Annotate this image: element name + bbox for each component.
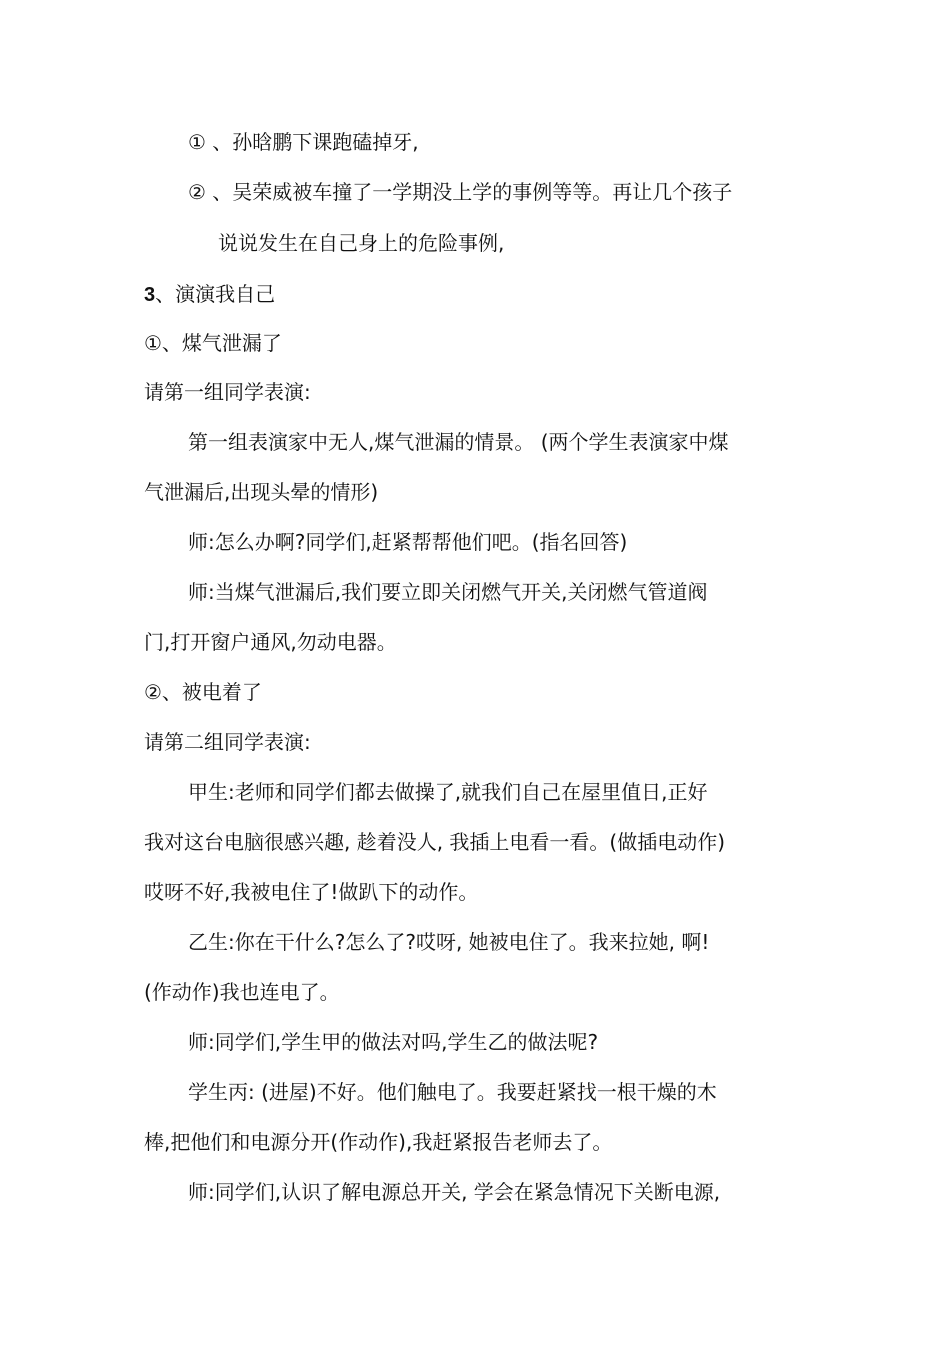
paragraph-line: 师:怎么办啊?同学们,赶紧帮帮他们吧。(指名回答) — [188, 530, 628, 554]
group-one-prompt: 请第一组同学表演: — [144, 380, 311, 404]
example-line-2-cont: 说说发生在自己身上的危险事例, — [218, 231, 505, 255]
paragraph-line: 乙生:你在干什么?怎么了?哎呀, 她被电住了。我来拉她, 啊! — [188, 930, 710, 954]
paragraph-line: 第一组表演家中无人,煤气泄漏的情景。 (两个学生表演家中煤 — [188, 430, 729, 454]
section-number: 3 — [144, 284, 156, 306]
section-heading — [144, 282, 275, 307]
paragraph-line: (作动作)我也连电了。 — [144, 980, 340, 1004]
group-two-prompt: 请第二组同学表演: — [144, 730, 311, 754]
paragraph-line: 我对这台电脑很感兴趣, 趁着没人, 我插上电看一看。(做插电动作) — [144, 830, 726, 854]
paragraph-line: 气泄漏后,出现头晕的情形) — [144, 480, 379, 504]
example-line-2: ② 、吴荣威被车撞了一学期没上学的事例等等。再让几个孩子 — [188, 180, 733, 204]
paragraph-line: 哎呀不好,我被电住了!做趴下的动作。 — [144, 880, 479, 904]
subheading-electric-shock: ②、被电着了 — [144, 680, 262, 704]
paragraph-line: 棒,把他们和电源分开(作动作),我赶紧报告老师去了。 — [144, 1130, 613, 1154]
paragraph-line: 门,打开窗户通风,勿动电器。 — [144, 630, 397, 654]
paragraph-line: 甲生:老师和同学们都去做操了,就我们自己在屋里值日,正好 — [188, 780, 708, 804]
paragraph-line: 师:当煤气泄漏后,我们要立即关闭燃气开关,关闭燃气管道阀 — [188, 580, 708, 604]
paragraph-line: 师:同学们,学生甲的做法对吗,学生乙的做法呢? — [188, 1030, 599, 1054]
paragraph-line: 师:同学们,认识了解电源总开关, 学会在紧急情况下关断电源, — [188, 1180, 721, 1204]
example-line-1: ① 、孙晗鹏下课跑磕掉牙, — [188, 130, 419, 154]
paragraph-line: 学生丙: (进屋)不好。他们触电了。我要赶紧找一根干燥的木 — [188, 1080, 717, 1104]
section-title: 、演演我自己 — [155, 282, 276, 306]
subheading-gas-leak: ①、煤气泄漏了 — [144, 331, 282, 355]
